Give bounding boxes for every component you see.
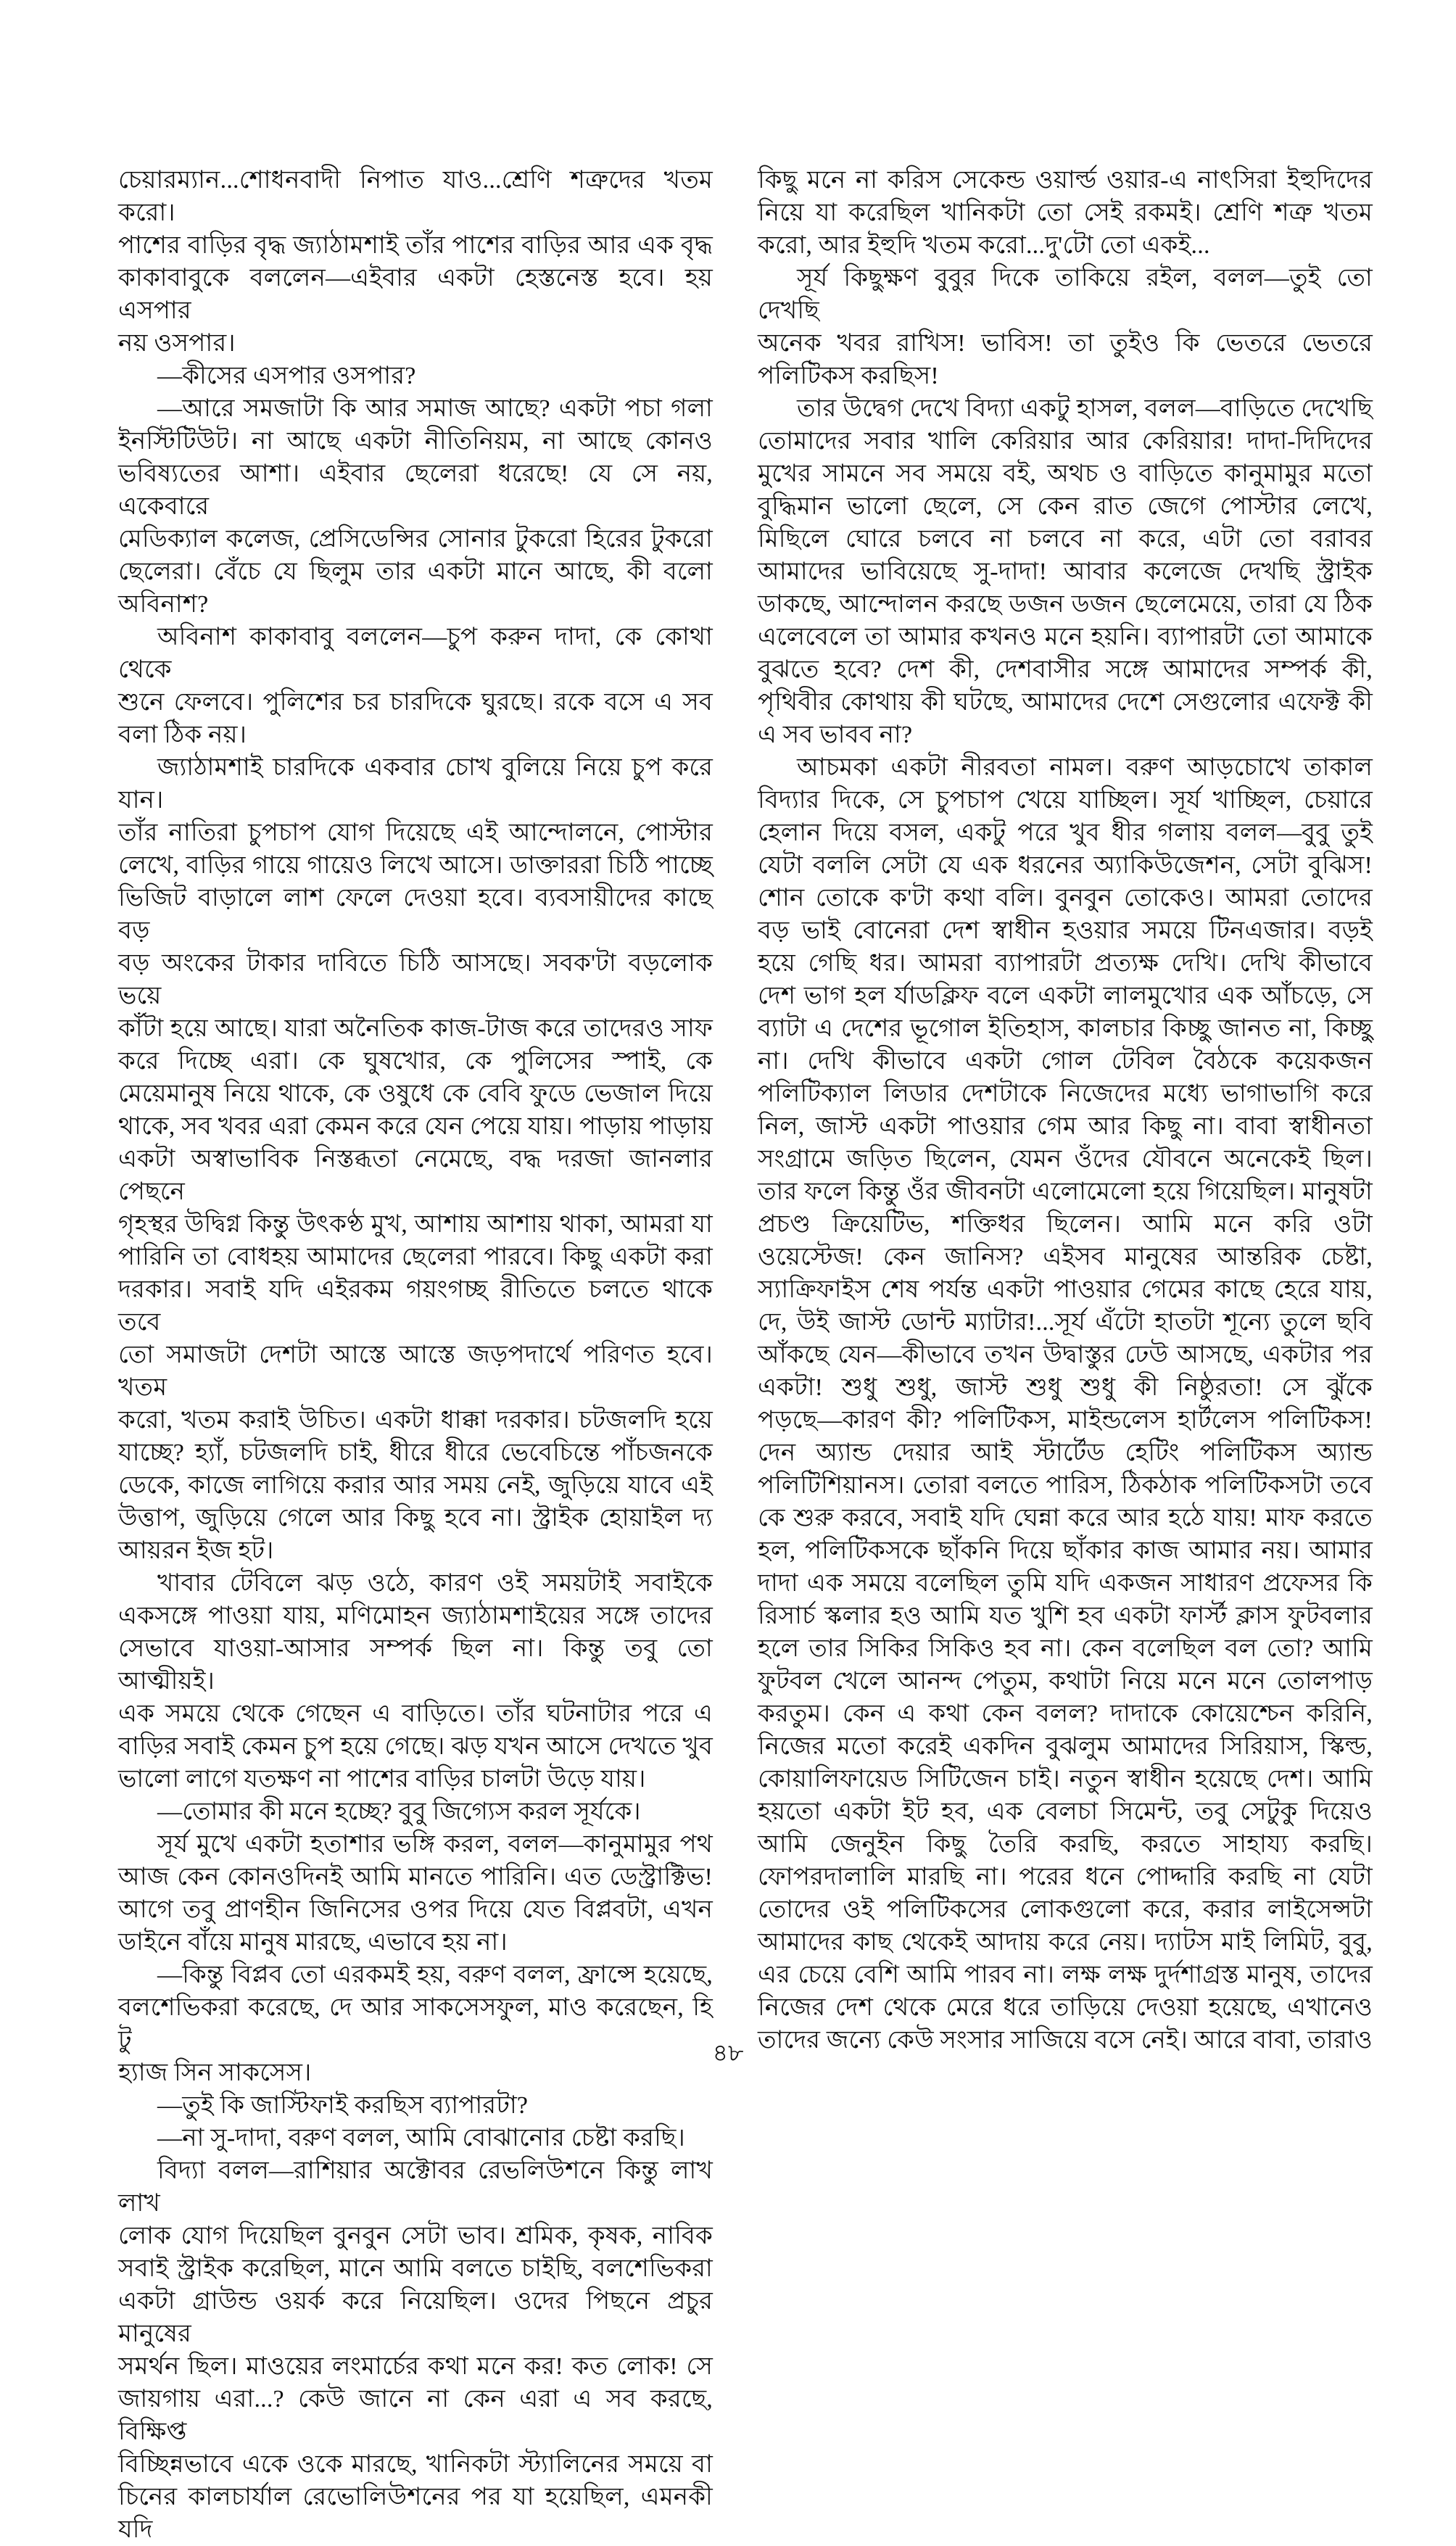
text-line: তাঁর নাতিরা চুপচাপ যোগ দিয়েছে এই আন্দোলনে, পোস্টার — [118, 819, 713, 846]
text-line: একসঙ্গে পাওয়া যায়, মণিমোহন জ্যাঠামশাইয়ের সঙ্গে তাদের — [118, 1603, 713, 1629]
text-line: প্রচণ্ড ক্রিয়েটিভ, শক্তিধর ছিলেন। আমি মনে করি ওটা — [758, 1211, 1373, 1238]
text-line: সংগ্রামে জড়িত ছিলেন, যেমন ওঁদের যৌবনে অনেকেই ছিল। — [758, 1146, 1373, 1173]
text-line: গৃহস্থর উদ্বিগ্ন কিন্তু উৎকণ্ঠ মুখ, আশায় আশায় থাকা, আমরা যা — [118, 1211, 713, 1238]
text-line: বলশেভিকরা করেছে, দে আর সাকসেসফুল, মাও করেছেন, হি টু — [118, 1994, 713, 2054]
text-line: সূর্য মুখে একটা হতাশার ভঙ্গি করল, বলল—কানুমামুর পথ — [157, 1831, 713, 1858]
text-line: করো, আর ইহুদি খতম করো...দু'টো তো একই... — [758, 232, 1210, 259]
left-text-column — [118, 164, 713, 2546]
text-line: আঁকছে যেন—কীভাবে তখন উদ্বাস্তুর ঢেউ আসছে, একটার পর — [758, 1342, 1373, 1368]
text-line: আচমকা একটা নীরবতা নামল। বরুণ আড়চোখে তাকাল — [797, 754, 1373, 781]
text-line: তো সমাজটা দেশটা আস্তে আস্তে জড়পদার্থে পরিণত হবে। খতম — [118, 1342, 713, 1401]
text-line: জ্যাঠামশাই চারদিকে একবার চোখ বুলিয়ে নিয়ে চুপ করে যান। — [118, 754, 713, 814]
text-line: —তুই কি জাস্টিফাই করছিস ব্যাপারটা? — [157, 2092, 529, 2119]
text-line: তার ফলে কিন্তু ওঁর জীবনটা এলোমেলো হয়ে গিয়েছিল। মানুষটা — [758, 1178, 1373, 1205]
text-line: যেটা বললি সেটা যে এক ধরনের অ্যাকিউজেশন, সেটা বুঝিস! — [758, 852, 1373, 879]
text-line: জায়গায় এরা...? কেউ জানে না কেন এরা এ সব করছে, বিক্ষিপ্ত — [118, 2386, 713, 2445]
page-number: ৪৮ — [712, 2041, 744, 2067]
text-line: ইনস্টিটিউট। না আছে একটা নীতিনিয়ম, না আছে কোনও — [118, 428, 713, 455]
text-line: বড় ভাই বোনেরা দেশ স্বাধীন হওয়ার সময়ে টিনএজার। বড়ই — [758, 917, 1373, 944]
text-line: ভিজিট বাড়ালে লাশ ফেলে দেওয়া হবে। ব্যবসায়ীদের কাছে বড় — [118, 885, 713, 944]
text-line: ডাইনে বাঁয়ে মানুষ মারছে, এভাবে হয় না। — [118, 1929, 508, 1956]
text-line: করে দিচ্ছে এরা। কে ঘুষখোর, কে পুলিসের স্পাই, কে — [118, 1048, 713, 1075]
text-line: পৃথিবীর কোথায় কী ঘটছে, আমাদের দেশে সেগুলোর এফেক্ট কী — [758, 689, 1373, 716]
text-line: অনেক খবর রাখিস! ভাবিস! তা তুইও কি ভেতরে ভেতরে — [758, 330, 1373, 357]
text-line: নিজের দেশ থেকে মেরে ধরে তাড়িয়ে দেওয়া হয়েছে, এখানেও — [758, 1994, 1373, 2021]
text-line: করো, খতম করাই উচিত। একটা ধাক্কা দরকার। চটজলদি হয়ে — [118, 1407, 713, 1434]
text-line: আমাদের ভাবিয়েছে সু-দাদা! আবার কলেজে দেখছি স্ট্রাইক — [758, 558, 1373, 585]
text-line: সমর্থন ছিল। মাওয়ের লংমার্চের কথা মনে কর! কত লোক! সে — [118, 2353, 713, 2380]
text-line: শুনে ফেলবে। পুলিশের চর চারদিকে ঘুরছে। রকে বসে এ সব — [118, 689, 713, 716]
text-line: না। দেখি কীভাবে একটা গোল টেবিল বৈঠকে কয়েকজন — [758, 1048, 1373, 1075]
text-line: ওয়েস্টেজ! কেন জানিস? এইসব মানুষের আন্তরিক চেষ্টা, — [758, 1244, 1373, 1270]
text-line: তার উদ্বেগ দেখে বিদ্যা একটু হাসল, বলল—বাড়িতে দেখেছি — [797, 395, 1373, 422]
text-line: নিজের মতো করেই একদিন বুঝলুম আমাদের সিরিয়াস, স্কিল্ড, — [758, 1733, 1373, 1760]
text-line: —কিন্তু বিপ্লব তো এরকমই হয়, বরুণ বলল, ফ্রান্সে হয়েছে, — [157, 1962, 713, 1988]
text-line: পারিনি তা বোধহয় আমাদের ছেলেরা পারবে। কিছু একটা করা — [118, 1244, 713, 1270]
text-line: দেশ ভাগ হল র্যাডক্লিফ বলে একটা লালমুখোর এক আঁচড়ে, সে — [758, 983, 1373, 1009]
text-line: আজ কেন কোনওদিনই আমি মানতে পারিনি। এত ডেস্ট্রাক্টিভ! — [118, 1864, 713, 1890]
text-line: স্যাক্রিফাইস শেষ পর্যন্ত একটা পাওয়ার গেমের কাছে হেরে যায়, — [758, 1276, 1373, 1303]
text-line: পলিটিকস করছিস! — [758, 363, 939, 389]
text-line: লেখে, বাড়ির গায়ে গায়েও লিখে আসে। ডাক্তাররা চিঠি পাচ্ছে — [118, 852, 713, 879]
text-line: একটা অস্বাভাবিক নিস্তব্ধতা নেমেছে, বদ্ধ দরজা জানলার পেছনে — [118, 1146, 713, 1205]
text-line: কাকাবাবুকে বললেন—এইবার একটা হেস্তনেস্ত হবে। হয় এসপার — [118, 265, 713, 324]
text-line: ফোপরদালালি মারছি না। পরের ধনে পোদ্দারি করছি না যেটা — [758, 1864, 1373, 1890]
text-line: আমাদের কাছ থেকেই আদায় করে নেয়। দ্যাটস মাই লিমিট, বুবু, — [758, 1929, 1373, 1956]
text-line: বুঝতে হবে? দেশ কী, দেশবাসীর সঙ্গে আমাদের সম্পর্ক কী, — [758, 656, 1373, 683]
text-line: —আরে সমজাটা কি আর সমাজ আছে? একটা পচা গলা — [157, 395, 713, 422]
text-line: সূর্য কিছুক্ষণ বুবুর দিকে তাকিয়ে রইল, বলল—তুই তো দেখছি — [758, 265, 1373, 324]
text-line: আগে তবু প্রাণহীন জিনিসের ওপর দিয়ে যেত বিপ্লবটা, এখন — [118, 1896, 713, 1923]
text-line: খাবার টেবিলে ঝড় ওঠে, কারণ ওই সময়টাই সবাইকে — [157, 1570, 713, 1597]
text-line: অবিনাশ? — [118, 591, 209, 618]
text-line: নিয়ে যা করেছিল খানিকটা তো সেই রকমই। শ্রেণি শত্রু খতম — [758, 199, 1373, 226]
text-line: থাকে, সব খবর এরা কেমন করে যেন পেয়ে যায়। পাড়ায় পাড়ায় — [118, 1113, 713, 1140]
text-line: বাড়ির সবাই কেমন চুপ হয়ে গেছে। ঝড় যখন আসে দেখতে খুব — [118, 1733, 713, 1760]
text-line: ডাকছে, আন্দোলন করছে ডজন ডজন ছেলেমেয়ে, তারা যে ঠিক — [758, 591, 1373, 618]
text-line: উত্তাপ, জুড়িয়ে গেলে আর কিছু হবে না। স্ট্রাইক হোয়াইল দ্য — [118, 1505, 713, 1532]
text-line: নিল, জাস্ট একটা পাওয়ার গেম আর কিছু না। বাবা স্বাধীনতা — [758, 1113, 1373, 1140]
text-line: রিসার্চ স্কলার হও আমি যত খুশি হব একটা ফার্স্ট ক্লাস ফুটবলার — [758, 1603, 1373, 1629]
text-line: কিছু মনে না করিস সেকেন্ড ওয়ার্ল্ড ওয়ার-এ নাৎসিরা ইহুদিদের — [758, 167, 1373, 194]
text-line: এর চেয়ে বেশি আমি পারব না। লক্ষ লক্ষ দুর্দশাগ্রস্ত মানুষ, তাদের — [758, 1962, 1373, 1988]
text-line: হেলান দিয়ে বসল, একটু পরে খুব ধীর গলায় বলল—বুবু তুই — [758, 819, 1373, 846]
book-page-text — [118, 164, 1373, 2546]
text-line: কোয়ালিফায়েড সিটিজেন চাই। নতুন স্বাধীন হয়েছে দেশ। আমি — [758, 1766, 1373, 1793]
text-line: মেয়েমানুষ নিয়ে থাকে, কে ওষুধে কে বেবি ফুডে ভেজাল দিয়ে — [118, 1080, 713, 1107]
text-line: শোন তোকে ক'টা কথা বলি। বুনবুন তোকেও। আমরা তোদের — [758, 885, 1373, 912]
text-line: বলা ঠিক নয়। — [118, 722, 247, 748]
right-text-column — [758, 164, 1373, 2546]
text-line: মেডিক্যাল কলেজ, প্রেসিডেন্সির সোনার টুকরো হিরের টুকরো — [118, 526, 713, 553]
text-line: পাশের বাড়ির বৃদ্ধ জ্যাঠামশাই তাঁর পাশের বাড়ির আর এক বৃদ্ধ — [118, 232, 713, 259]
text-line: একটা গ্রাউন্ড ওয়র্ক করে নিয়েছিল। ওদের পিছনে প্রচুর মানুষের — [118, 2288, 713, 2347]
text-line: তাদের জন্যে কেউ সংসার সাজিয়ে বসে নেই। আরে বাবা, তারাও — [758, 2027, 1373, 2054]
text-line: হল, পলিটিকসকে ছাঁকনি দিয়ে ছাঁকার কাজ আমার নয়। আমার — [758, 1537, 1373, 1564]
text-line: এলেবেলে তা আমার কখনও মনে হয়নি। ব্যাপারটা তো আমাকে — [758, 624, 1373, 650]
text-line: হয়ে গেছি ধর। আমরা ব্যাপারটা প্রত্যক্ষ দেখি। দেখি কীভাবে — [758, 950, 1373, 977]
text-line: হ্যাজ সিন সাকসেস। — [118, 2059, 312, 2086]
text-line: দেন অ্যান্ড দেয়ার আই স্টার্টেড হেটিং পলিটিকস অ্যান্ড — [758, 1439, 1373, 1466]
text-line: ফুটবল খেলে আনন্দ পেতুম, কথাটা নিয়ে মনে মনে তোলপাড় — [758, 1668, 1373, 1695]
text-line: সবাই স্ট্রাইক করেছিল, মানে আমি বলতে চাইছি, বলশেভিকরা — [118, 2255, 713, 2282]
text-line: পলিটিক্যাল লিডার দেশটাকে নিজেদের মধ্যে ভাগাভাগি করে — [758, 1080, 1373, 1107]
text-line: লোক যোগ দিয়েছিল বুনবুন সেটা ভাব। শ্রমিক, কৃষক, নাবিক — [118, 2223, 713, 2249]
text-line: চিনের কালচার্যাল রেভোলিউশনের পর যা হয়েছিল, এমনকী যদি — [118, 2484, 713, 2543]
text-line: ভবিষ্যতের আশা। এইবার ছেলেরা ধরেছে! যে সে নয়, একেবারে — [118, 460, 713, 520]
text-line: ডেকে, কাজে লাগিয়ে করার আর সময় নেই, জুড়িয়ে যাবে এই — [118, 1472, 713, 1499]
text-line: তোমাদের সবার খালি কেরিয়ার আর কেরিয়ার! দাদা-দিদিদের — [758, 428, 1373, 455]
text-line: —না সু-দাদা, বরুণ বলল, আমি বোঝানোর চেষ্টা করছি। — [157, 2125, 685, 2152]
text-line: হয়তো একটা ইট হব, এক বেলচা সিমেন্ট, তবু সেটুকু দিয়েও — [758, 1798, 1373, 1825]
text-line: এ সব ভাবব না? — [758, 722, 913, 748]
text-line: ভালো লাগে যতক্ষণ না পাশের বাড়ির চালটা উড়ে যায়। — [118, 1766, 646, 1793]
text-line: আমি জেনুইন কিছু তৈরি করছি, করতে সাহায্য করছি। — [758, 1831, 1373, 1858]
text-line: মুখের সামনে সব সময়ে বই, অথচ ও বাড়িতে কানুমামুর মতো — [758, 460, 1373, 487]
text-line: মিছিলে ঘোরে চলবে না চলবে না করে, এটা তো বরাবর — [758, 526, 1373, 553]
text-line: ব্যাটা এ দেশের ভূগোল ইতিহাস, কালচার কিচ্ছু জানত না, কিচ্ছু — [758, 1015, 1373, 1042]
text-line: তোদের ওই পলিটিকসের লোকগুলো করে, করার লাইসেন্সটা — [758, 1896, 1373, 1923]
text-line: দে, উই জাস্ট ডোন্ট ম্যাটার!...সূর্য এঁটো হাতটা শূন্যে তুলে ছবি — [758, 1309, 1373, 1336]
text-line: সেভাবে যাওয়া-আসার সম্পর্ক ছিল না। কিন্তু তবু তো আত্মীয়ই। — [118, 1635, 713, 1695]
text-line: যাচ্ছে? হ্যাঁ, চটজলদি চাই, ধীরে ধীরে ভেবেচিন্তে পাঁচজনকে — [118, 1439, 713, 1466]
text-line: বিদ্যা বলল—রাশিয়ার অক্টোবর রেভলিউশনে কিন্তু লাখ লাখ — [118, 2157, 713, 2217]
text-line: একটা! শুধু শুধু, জাস্ট শুধু শুধু কী নিষ্ঠুরতা! সে ঝুঁকে — [758, 1374, 1373, 1401]
text-line: অবিনাশ কাকাবাবু বললেন—চুপ করুন দাদা, কে কোথা থেকে — [118, 624, 713, 683]
text-line: পড়ছে—কারণ কী? পলিটিকস, মাইন্ডলেস হার্টলেস পলিটিকস! — [758, 1407, 1373, 1434]
text-line: বুদ্ধিমান ভালো ছেলে, সে কেন রাত জেগে পোস্টার লেখে, — [758, 493, 1373, 520]
text-line: পলিটিশিয়ানস। তোরা বলতে পারিস, ঠিকঠাক পলিটিকসটা তবে — [758, 1472, 1373, 1499]
text-line: ছেলেরা। বেঁচে যে ছিলুম তার একটা মানে আছে, কী বলো — [118, 558, 713, 585]
text-line: নয় ওসপার। — [118, 330, 236, 357]
text-line: করতুম। কেন এ কথা কেন বলল? দাদাকে কোয়েশ্চেন করিনি, — [758, 1700, 1373, 1727]
text-line: কাঁটা হয়ে আছে। যারা অনৈতিক কাজ-টাজ করে তাদেরও সাফ — [118, 1015, 713, 1042]
text-line: —তোমার কী মনে হচ্ছে? বুবু জিগ্যেস করল সূর্যকে। — [157, 1798, 641, 1825]
text-line: দরকার। সবাই যদি এইরকম গয়ংগচ্ছ রীতিতে চলতে থাকে তবে — [118, 1276, 713, 1336]
text-line: বিদ্যার দিকে, সে চুপচাপ খেয়ে যাচ্ছিল। সূর্য খাচ্ছিল, চেয়ারে — [758, 787, 1373, 814]
text-line: আয়রন ইজ হট। — [118, 1537, 274, 1564]
text-line: এক সময়ে থেকে গেছেন এ বাড়িতে। তাঁর ঘটনাটার পরে এ — [118, 1700, 713, 1727]
text-line: হলে তার সিকির সিকিও হব না। কেন বলেছিল বল তো? আমি — [758, 1635, 1373, 1662]
text-line: কে শুরু করবে, সবাই যদি ঘেন্না করে আর হঠে যায়! মাফ করতে — [758, 1505, 1373, 1532]
text-line: চেয়ারম্যান...শোধনবাদী নিপাত যাও...শ্রেণি শত্রুদের খতম করো। — [118, 167, 713, 226]
text-line: বড় অংকের টাকার দাবিতে চিঠি আসছে। সবক'টা বড়লোক ভয়ে — [118, 950, 713, 1009]
text-line: দাদা এক সময়ে বলেছিল তুমি যদি একজন সাধারণ প্রফেসর কি — [758, 1570, 1373, 1597]
text-line: —কীসের এসপার ওসপার? — [157, 363, 416, 389]
text-line: বিচ্ছিন্নভাবে একে ওকে মারছে, খানিকটা স্ট্যালিনের সময়ে বা — [118, 2451, 713, 2478]
